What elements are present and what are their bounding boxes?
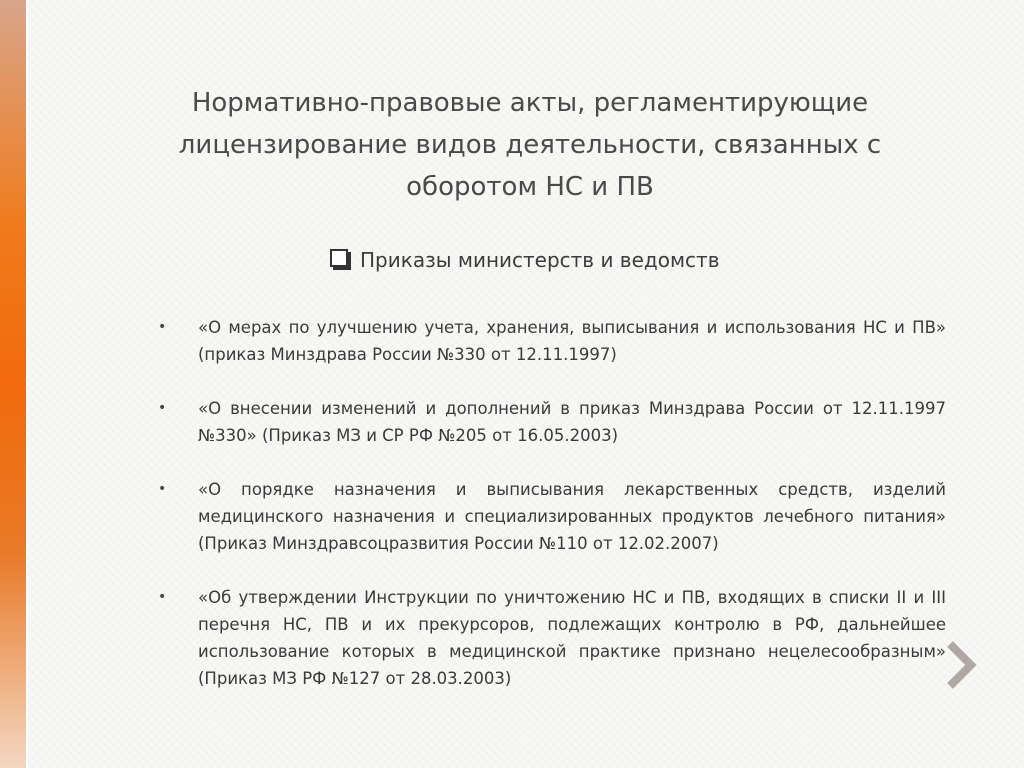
list-item-text: «О внесении изменений и дополнений в приказ Минздрава России от 12.11.1997 №330» (Приказ МЗ и СР РФ №205 от 16.05.2003)	[198, 399, 946, 445]
next-slide-button[interactable]	[944, 640, 978, 690]
slide-title: Нормативно-правовые акты, регламентирующие лицензирование видов деятельности, связанных с оборотом НС и ПВ	[178, 88, 882, 202]
accent-bar	[0, 0, 26, 768]
checkbox-icon	[330, 249, 348, 267]
chevron-right-icon	[944, 640, 978, 690]
subheading	[330, 248, 719, 272]
list-item	[158, 395, 946, 449]
bullet-icon: •	[158, 589, 167, 605]
list-item	[158, 476, 946, 557]
list-item	[158, 584, 946, 692]
order-list	[158, 314, 946, 719]
list-item-text: «О мерах по улучшению учета, хранения, выписывания и использования НС и ПВ» (приказ Минздрава России №330 от 12.11.1997)	[198, 318, 946, 364]
list-item	[158, 314, 946, 368]
list-item-text: «О порядке назначения и выписывания лекарственных средств, изделий медицинского назначения и специализированных продуктов лечебного питания» (Приказ Минздравсоцразвития России №110 от 12.02.2007)	[198, 480, 946, 553]
bullet-icon: •	[158, 319, 167, 335]
bullet-icon: •	[158, 481, 167, 497]
subheading-text: Приказы министерств и ведомств	[360, 248, 720, 272]
list-item-text: «Об утверждении Инструкции по уничтожению НС и ПВ, входящих в списки II и III перечня НС, ПВ и их прекурсоров, подлежащих контролю в РФ, дальнейшее использование которых в медицинской практике признано нецелесообразным» (Приказ МЗ РФ №127 от 28.03.2003)	[198, 588, 946, 688]
bullet-icon: •	[158, 400, 167, 416]
